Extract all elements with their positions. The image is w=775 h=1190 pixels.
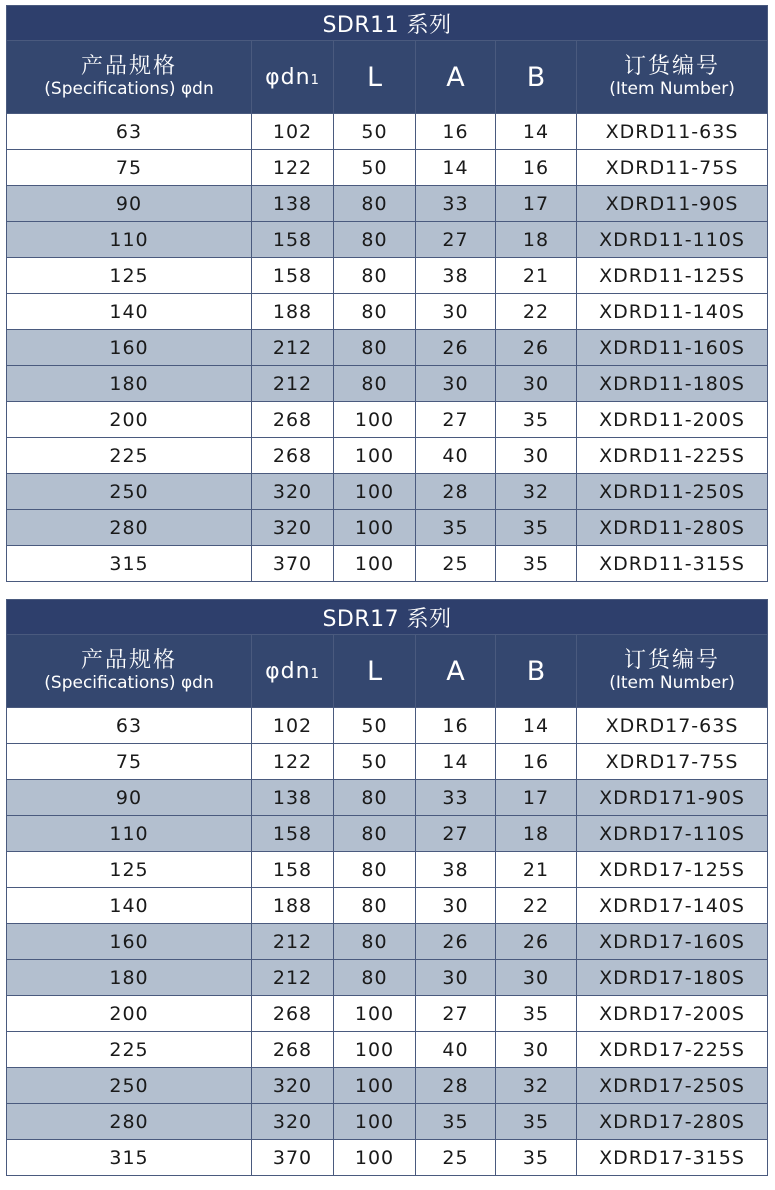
cell-item-number: XDRD17-110S — [577, 816, 768, 852]
cell-spec: 280 — [7, 1104, 252, 1140]
cell-dn1: 158 — [252, 852, 334, 888]
header-B: B — [496, 41, 577, 114]
cell-spec: 280 — [7, 510, 252, 546]
cell-item-number: XDRD171-90S — [577, 780, 768, 816]
cell-a: 30 — [416, 888, 496, 924]
cell-dn1: 122 — [252, 150, 334, 186]
header-spec-cn: 产品规格 — [80, 648, 177, 673]
cell-l: 100 — [334, 1140, 416, 1176]
cell-a: 26 — [416, 924, 496, 960]
cell-item-number: XDRD11-63S — [577, 114, 768, 150]
table-row — [7, 150, 768, 186]
cell-item-number: XDRD17-250S — [577, 1068, 768, 1104]
cell-a: 30 — [416, 366, 496, 402]
header-L: L — [334, 635, 416, 708]
cell-spec: 110 — [7, 222, 252, 258]
header-spec-en: (Specifications) φdn — [44, 79, 214, 99]
cell-a: 38 — [416, 258, 496, 294]
cell-spec: 315 — [7, 1140, 252, 1176]
cell-spec: 180 — [7, 366, 252, 402]
cell-dn1: 268 — [252, 996, 334, 1032]
cell-l: 80 — [334, 852, 416, 888]
table-row — [7, 996, 768, 1032]
cell-a: 27 — [416, 996, 496, 1032]
cell-spec: 125 — [7, 852, 252, 888]
cell-l: 80 — [334, 816, 416, 852]
cell-dn1: 268 — [252, 1032, 334, 1068]
cell-dn1: 320 — [252, 1104, 334, 1140]
cell-l: 80 — [334, 186, 416, 222]
table-row — [7, 258, 768, 294]
cell-a: 27 — [416, 816, 496, 852]
cell-item-number: XDRD17-140S — [577, 888, 768, 924]
header-B: B — [496, 635, 577, 708]
cell-a: 25 — [416, 546, 496, 582]
cell-item-number: XDRD11-315S — [577, 546, 768, 582]
cell-spec: 75 — [7, 150, 252, 186]
cell-l: 100 — [334, 546, 416, 582]
cell-spec: 110 — [7, 816, 252, 852]
header-item-en: (Item Number) — [609, 79, 735, 99]
cell-item-number: XDRD11-140S — [577, 294, 768, 330]
cell-a: 16 — [416, 114, 496, 150]
cell-a: 28 — [416, 1068, 496, 1104]
header-spec-cn: 产品规格 — [80, 54, 177, 79]
cell-dn1: 138 — [252, 780, 334, 816]
header-item — [577, 635, 768, 708]
table-row — [7, 1068, 768, 1104]
cell-dn1: 138 — [252, 186, 334, 222]
cell-a: 30 — [416, 960, 496, 996]
cell-spec: 160 — [7, 330, 252, 366]
sdr11-body — [7, 114, 768, 582]
cell-dn1: 188 — [252, 294, 334, 330]
cell-dn1: 268 — [252, 402, 334, 438]
table-row — [7, 888, 768, 924]
cell-l: 50 — [334, 708, 416, 744]
table-row — [7, 114, 768, 150]
cell-b: 35 — [496, 546, 577, 582]
cell-dn1: 188 — [252, 888, 334, 924]
cell-dn1: 212 — [252, 960, 334, 996]
table-row — [7, 222, 768, 258]
cell-a: 33 — [416, 780, 496, 816]
header-item — [577, 41, 768, 114]
cell-l: 100 — [334, 438, 416, 474]
header-L: L — [334, 41, 416, 114]
sdr11-table — [6, 5, 768, 582]
header-dn1-label: φdn — [265, 658, 311, 684]
table-row — [7, 1140, 768, 1176]
cell-item-number: XDRD11-250S — [577, 474, 768, 510]
cell-spec: 200 — [7, 996, 252, 1032]
table-row — [7, 780, 768, 816]
cell-l: 50 — [334, 744, 416, 780]
cell-spec: 315 — [7, 546, 252, 582]
cell-b: 26 — [496, 924, 577, 960]
sdr17-body — [7, 708, 768, 1176]
cell-item-number: XDRD11-125S — [577, 258, 768, 294]
table-row — [7, 474, 768, 510]
header-dn1-sub: 1 — [310, 72, 320, 88]
cell-b: 21 — [496, 852, 577, 888]
cell-a: 14 — [416, 744, 496, 780]
cell-l: 50 — [334, 114, 416, 150]
cell-spec: 125 — [7, 258, 252, 294]
cell-a: 38 — [416, 852, 496, 888]
cell-l: 80 — [334, 366, 416, 402]
cell-dn1: 320 — [252, 1068, 334, 1104]
header-A: A — [416, 635, 496, 708]
cell-dn1: 122 — [252, 744, 334, 780]
cell-item-number: XDRD17-75S — [577, 744, 768, 780]
cell-b: 35 — [496, 1104, 577, 1140]
cell-item-number: XDRD11-160S — [577, 330, 768, 366]
cell-b: 30 — [496, 960, 577, 996]
cell-l: 80 — [334, 924, 416, 960]
cell-b: 18 — [496, 816, 577, 852]
cell-item-number: XDRD11-225S — [577, 438, 768, 474]
cell-dn1: 320 — [252, 510, 334, 546]
cell-item-number: XDRD11-75S — [577, 150, 768, 186]
cell-l: 100 — [334, 1032, 416, 1068]
table-row — [7, 510, 768, 546]
cell-b: 35 — [496, 996, 577, 1032]
cell-item-number: XDRD17-225S — [577, 1032, 768, 1068]
cell-b: 35 — [496, 510, 577, 546]
cell-spec: 140 — [7, 294, 252, 330]
cell-a: 16 — [416, 708, 496, 744]
cell-a: 35 — [416, 1104, 496, 1140]
cell-b: 30 — [496, 438, 577, 474]
cell-b: 30 — [496, 366, 577, 402]
cell-dn1: 158 — [252, 258, 334, 294]
table-row — [7, 708, 768, 744]
cell-item-number: XDRD11-200S — [577, 402, 768, 438]
cell-item-number: XDRD17-63S — [577, 708, 768, 744]
header-dn1 — [252, 41, 334, 114]
cell-l: 80 — [334, 888, 416, 924]
cell-a: 27 — [416, 402, 496, 438]
cell-l: 100 — [334, 474, 416, 510]
cell-l: 80 — [334, 222, 416, 258]
cell-b: 26 — [496, 330, 577, 366]
cell-item-number: XDRD11-180S — [577, 366, 768, 402]
cell-spec: 90 — [7, 780, 252, 816]
cell-b: 21 — [496, 258, 577, 294]
table-row — [7, 852, 768, 888]
cell-dn1: 320 — [252, 474, 334, 510]
cell-b: 16 — [496, 150, 577, 186]
header-dn1-sub: 1 — [310, 666, 320, 682]
table-row — [7, 402, 768, 438]
header-A: A — [416, 41, 496, 114]
cell-dn1: 212 — [252, 366, 334, 402]
cell-b: 32 — [496, 1068, 577, 1104]
cell-item-number: XDRD11-110S — [577, 222, 768, 258]
cell-spec: 160 — [7, 924, 252, 960]
cell-l: 100 — [334, 996, 416, 1032]
header-spec-en: (Specifications) φdn — [44, 673, 214, 693]
table-row — [7, 438, 768, 474]
header-dn1-label: φdn — [265, 64, 311, 90]
table-row — [7, 330, 768, 366]
table-row — [7, 546, 768, 582]
table-row — [7, 1032, 768, 1068]
table-title: SDR11 系列 — [7, 6, 768, 41]
cell-l: 100 — [334, 1068, 416, 1104]
cell-item-number: XDRD17-315S — [577, 1140, 768, 1176]
cell-l: 100 — [334, 402, 416, 438]
header-dn1 — [252, 635, 334, 708]
cell-l: 80 — [334, 960, 416, 996]
cell-item-number: XDRD17-280S — [577, 1104, 768, 1140]
table-title: SDR17 系列 — [7, 600, 768, 635]
cell-a: 40 — [416, 1032, 496, 1068]
cell-l: 80 — [334, 330, 416, 366]
cell-spec: 63 — [7, 708, 252, 744]
table-row — [7, 186, 768, 222]
cell-dn1: 370 — [252, 546, 334, 582]
cell-spec: 90 — [7, 186, 252, 222]
header-item-en: (Item Number) — [609, 673, 735, 693]
header-item-cn: 订货编号 — [624, 648, 721, 673]
table-row — [7, 816, 768, 852]
cell-spec: 225 — [7, 438, 252, 474]
cell-spec: 225 — [7, 1032, 252, 1068]
table-row — [7, 960, 768, 996]
cell-spec: 200 — [7, 402, 252, 438]
cell-spec: 250 — [7, 1068, 252, 1104]
cell-a: 40 — [416, 438, 496, 474]
header-spec — [7, 635, 252, 708]
cell-dn1: 212 — [252, 330, 334, 366]
cell-item-number: XDRD17-125S — [577, 852, 768, 888]
cell-a: 27 — [416, 222, 496, 258]
cell-spec: 140 — [7, 888, 252, 924]
table-row — [7, 924, 768, 960]
cell-a: 14 — [416, 150, 496, 186]
cell-a: 33 — [416, 186, 496, 222]
cell-b: 30 — [496, 1032, 577, 1068]
cell-dn1: 268 — [252, 438, 334, 474]
cell-spec: 75 — [7, 744, 252, 780]
cell-l: 100 — [334, 1104, 416, 1140]
cell-l: 80 — [334, 780, 416, 816]
cell-dn1: 158 — [252, 816, 334, 852]
cell-a: 30 — [416, 294, 496, 330]
cell-item-number: XDRD17-160S — [577, 924, 768, 960]
cell-b: 17 — [496, 780, 577, 816]
cell-b: 32 — [496, 474, 577, 510]
sdr17-table — [6, 599, 768, 1176]
cell-spec: 63 — [7, 114, 252, 150]
cell-dn1: 212 — [252, 924, 334, 960]
cell-b: 35 — [496, 1140, 577, 1176]
cell-dn1: 102 — [252, 114, 334, 150]
cell-a: 35 — [416, 510, 496, 546]
header-item-cn: 订货编号 — [624, 54, 721, 79]
cell-l: 100 — [334, 510, 416, 546]
table-row — [7, 294, 768, 330]
cell-l: 50 — [334, 150, 416, 186]
cell-spec: 180 — [7, 960, 252, 996]
cell-l: 80 — [334, 294, 416, 330]
cell-a: 26 — [416, 330, 496, 366]
table-row — [7, 366, 768, 402]
cell-b: 18 — [496, 222, 577, 258]
header-spec — [7, 41, 252, 114]
cell-a: 25 — [416, 1140, 496, 1176]
cell-dn1: 102 — [252, 708, 334, 744]
cell-b: 16 — [496, 744, 577, 780]
cell-b: 22 — [496, 294, 577, 330]
cell-item-number: XDRD17-200S — [577, 996, 768, 1032]
cell-l: 80 — [334, 258, 416, 294]
table-row — [7, 744, 768, 780]
cell-b: 14 — [496, 114, 577, 150]
cell-item-number: XDRD17-180S — [577, 960, 768, 996]
cell-b: 14 — [496, 708, 577, 744]
cell-item-number: XDRD11-280S — [577, 510, 768, 546]
cell-dn1: 158 — [252, 222, 334, 258]
cell-b: 17 — [496, 186, 577, 222]
cell-dn1: 370 — [252, 1140, 334, 1176]
cell-spec: 250 — [7, 474, 252, 510]
cell-b: 35 — [496, 402, 577, 438]
cell-b: 22 — [496, 888, 577, 924]
table-row — [7, 1104, 768, 1140]
cell-a: 28 — [416, 474, 496, 510]
cell-item-number: XDRD11-90S — [577, 186, 768, 222]
